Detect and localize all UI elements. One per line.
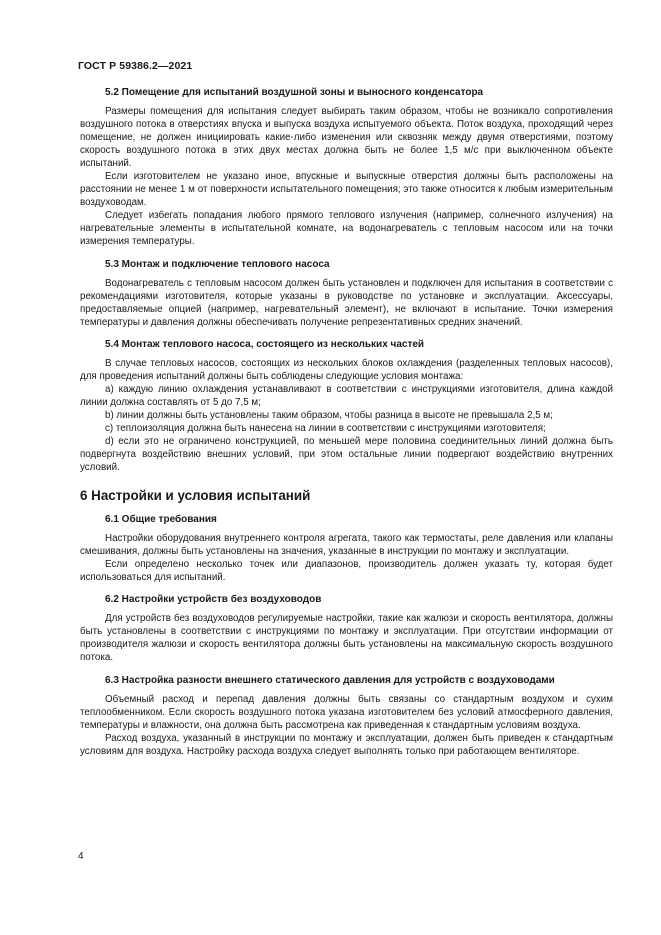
paragraph: В случае тепловых насосов, состоящих из нескольких блоков охлаждения (разделенных тепловых насосов), для проведения испытаний должны быть соблюдены следующие условия монтажа:: [80, 357, 613, 382]
list-item-d: d) если это не ограничено конструкцией, по меньшей мере половина соединительных линий должна быть подвергнута воздействию внешних условий, при этом остальные линии подвергают воздействию внутренних условий.: [80, 435, 613, 474]
paragraph: Если изготовителем не указано иное, впускные и выпускные отверстия должны быть расположены на расстоянии не менее 1 м от поверхности испытательного помещения; это также относится к любым измерительным воздуховодам.: [80, 171, 613, 209]
section-6-2-title: 6.2 Настройки устройств без воздуховодов: [105, 594, 322, 606]
section-5-4: [80, 338, 613, 474]
section-6-title: 6 Настройки и условия испытаний: [80, 488, 311, 504]
paragraph: Настройки оборудования внутреннего контроля агрегата, такого как термостаты, реле давления или клапаны смешивания, должны быть установлены на значения, указанные в инструкции по монтажу и эксплуатации.: [80, 533, 613, 558]
section-6-1-title: 6.1 Общие требования: [105, 514, 217, 526]
paragraph: Водонагреватель с тепловым насосом должен быть установлен и подключен для испытания в соответствии с рекомендациями изготовителя, которые указаны в руководстве по установке и эксплуатации. Аксессуары, предоставляемые опцией (например, нагревательный элемент), не включают в испытание. Точки измерения температуры и давления должны обеспечивать получение репрезентативных средних значений.: [80, 277, 613, 328]
section-5-3: [80, 258, 613, 329]
list-item-c: c) теплоизоляция должна быть нанесена на линии в соответствии с инструкциями изготовителя;: [105, 422, 546, 434]
page-number: 4: [78, 851, 84, 862]
section-5-2: [80, 86, 613, 249]
section-5-2-title: 5.2 Помещение для испытаний воздушной зоны и выносного конденсатора: [105, 87, 484, 98]
section-6-2: [80, 593, 613, 664]
paragraph: Размеры помещения для испытания следует выбирать таким образом, чтобы не возникало сопротивления воздушного потока в отверстиях впуска и выпуска воздуха испытуемого объекта. Поток воздуха, проходящий через помещение, не должен инициировать какие-либо изменения или сквозняк между двумя отверстиями, поэтому скорость воздушного потока в этих двух местах должна быть не более 1,5 м/с при выключенном объекте испытаний.: [80, 106, 613, 170]
paragraph: Расход воздуха, указанный в инструкции по монтажу и эксплуатации, должен быть приведен к стандартным условиям для воздуха. Настройку расхода воздуха следует выполнять только при работающем вентиляторе.: [80, 732, 613, 757]
paragraph: Если определено несколько точек или диапазонов, производитель должен указать ту, которая будет использоваться для испытаний.: [80, 559, 613, 584]
section-5-4-title: 5.4 Монтаж теплового насоса, состоящего из нескольких частей: [105, 338, 425, 350]
page-body: [80, 86, 613, 767]
list-item-a: а) каждую линию охлаждения устанавливают в соответствии с инструкциями изготовителя, длина каждой линии должна составлять от 5 до 7,5 м;: [80, 383, 613, 408]
paragraph: Для устройств без воздуховодов регулируемые настройки, такие как жалюзи и скорость вентилятора, должны быть установлены в соответствии с инструкциями по монтажу и эксплуатации. При отсутствии информации от производителя жалюзи и скорость вентилятора должны быть установлены на максимальную скорость воздушного потока.: [80, 613, 613, 664]
paragraph: Следует избегать попадания любого прямого теплового излучения (например, солнечного излучения) на нагревательные элементы в испытательной комнате, на водонагреватель с тепловым насосом или на точки измерения температуры.: [80, 210, 613, 248]
document-header: ГОСТ Р 59386.2—2021: [78, 60, 193, 72]
list-item-b: b) линии должны быть установлены таким образом, чтобы разница в высоте не превышала 2,5 м;: [105, 409, 553, 421]
paragraph: Объемный расход и перепад давления должны быть связаны со стандартным воздухом и сухим теплообменником. Если скорость воздушного потока указана изготовителем без условий атмосферного давления, температуры и влажности, она должна быть рассмотрена как приведенная к стандартным условиям воздуха.: [80, 693, 613, 731]
section-6-3: [80, 674, 613, 758]
section-6: [80, 488, 613, 584]
section-6-3-title: 6.3 Настройка разности внешнего статического давления для устройств с воздуховодами: [105, 674, 555, 686]
section-5-3-title: 5.3 Монтаж и подключение теплового насоса: [105, 258, 330, 270]
